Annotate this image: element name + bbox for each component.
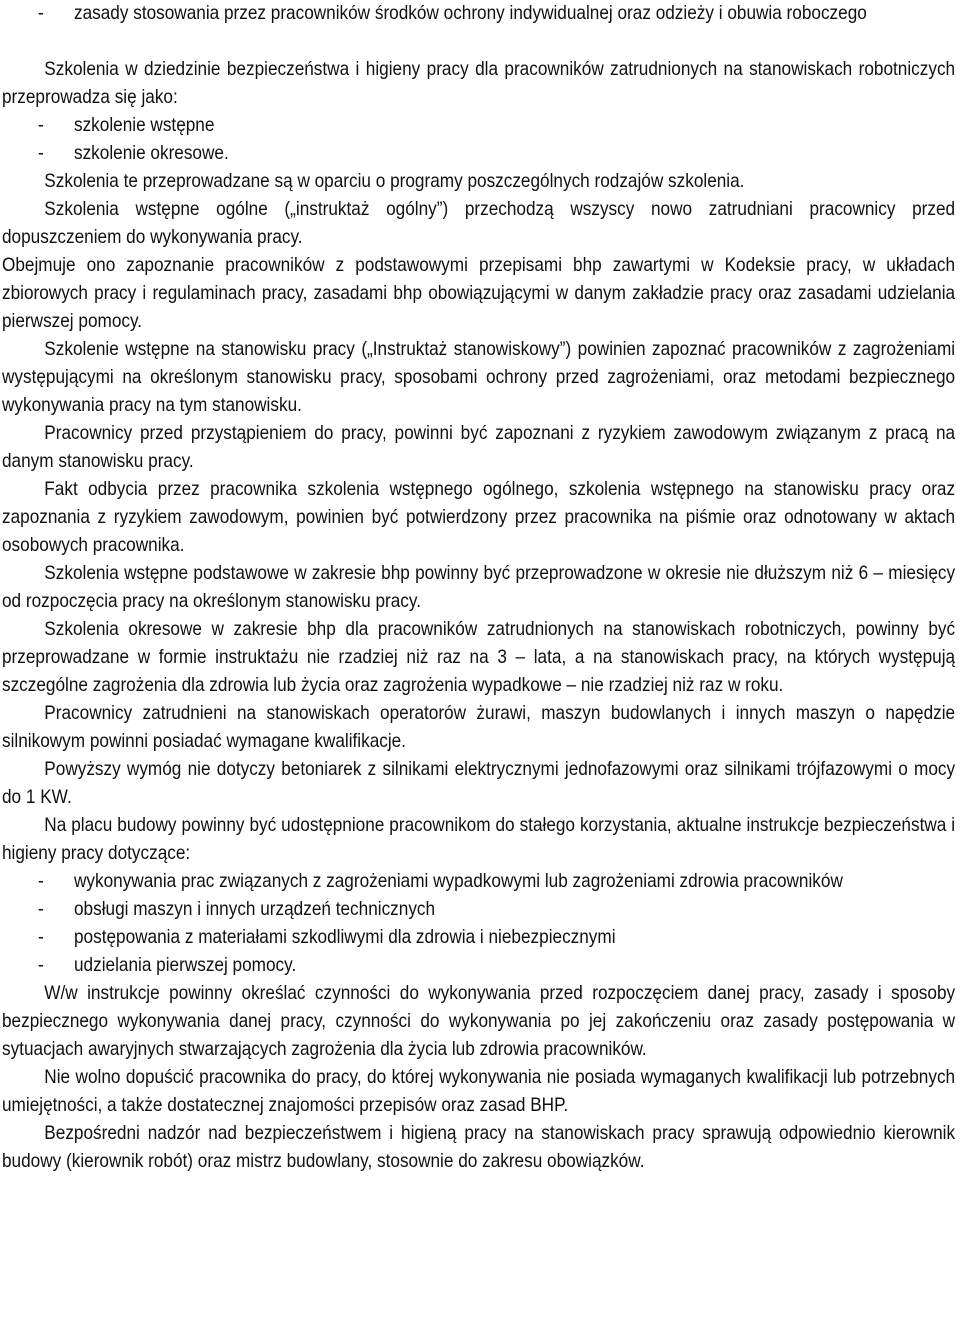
paragraph: Pracownicy przed przystąpieniem do pracy, powinni być zapoznani z ryzykiem zawodowym związanym z pracą na danym stanowisku pracy. — [2, 423, 956, 472]
list-item — [2, 112, 955, 140]
list-dash: - — [38, 955, 44, 976]
paragraph: Powyższy wymóg nie dotyczy betoniarek z silnikami elektrycznymi jednofazowymi oraz silnikami trójfazowymi o mocy do 1 KW. — [2, 759, 956, 808]
list-item — [2, 868, 955, 896]
paragraph: Pracownicy zatrudnieni na stanowiskach operatorów żurawi, maszyn budowlanych i innych maszyn o napędzie silnikowym powinni posiadać wymagane kwalifikacje. — [2, 703, 956, 752]
paragraph: Szkolenia w dziedzinie bezpieczeństwa i higieny pracy dla pracowników zatrudnionych na stanowiskach robotniczych przeprowadza się jako: — [2, 59, 956, 108]
list-item-text: zasady stosowania przez pracowników środków ochrony indywidualnej oraz odzieży i obuwia roboczego — [74, 3, 867, 24]
paragraph: Bezpośredni nadzór nad bezpieczeństwem i higieną pracy na stanowiskach pracy sprawują odpowiednio kierownik budowy (kierownik robót) oraz mistrz budowlany, stosownie do zakresu obowiązków. — [2, 1123, 956, 1172]
list-dash: - — [38, 899, 44, 920]
list-dash: - — [38, 115, 44, 136]
paragraph: Nie wolno dopuścić pracownika do pracy, do której wykonywania nie posiada wymaganych kwalifikacji lub potrzebnych umiejętności, a także dostatecznej znajomości przepisów oraz zasad BHP. — [2, 1067, 956, 1116]
list-dash: - — [38, 927, 44, 948]
list-item-text: udzielania pierwszej pomocy. — [74, 955, 297, 976]
paragraph: Szkolenia te przeprowadzane są w oparciu o programy poszczególnych rodzajów szkolenia. — [44, 171, 745, 192]
list-item-text: obsługi maszyn i innych urządzeń technicznych — [74, 899, 436, 920]
list-item — [2, 952, 955, 980]
list-item — [2, 924, 955, 952]
list-item — [2, 896, 955, 924]
document-page — [2, 0, 955, 1176]
list-item — [2, 0, 955, 28]
paragraph: Szkolenia wstępne ogólne („instruktaż ogólny”) przechodzą wszyscy nowo zatrudniani pracownicy przed dopuszczeniem do wykonywania pracy. — [2, 199, 956, 248]
paragraph: W/w instrukcje powinny określać czynności do wykonywania przed rozpoczęciem danej pracy, zasady i sposoby bezpiecznego wykonywania danej pracy, czynności do wykonywania po jej zakończeniu oraz zasady postępowania w sytuacjach awaryjnych stwarzających zagrożenia dla życia lub zdrowia pracowników. — [2, 983, 956, 1060]
paragraph: Fakt odbycia przez pracownika szkolenia wstępnego ogólnego, szkolenia wstępnego na stanowisku pracy oraz zapoznania z ryzykiem zawodowym, powinien być potwierdzony przez pracownika na piśmie oraz odnotowany w aktach osobowych pracownika. — [2, 479, 956, 556]
list-item-text: szkolenie okresowe. — [74, 143, 229, 164]
list-item-text: wykonywania prac związanych z zagrożeniami wypadkowymi lub zagrożeniami zdrowia pracowników — [74, 871, 843, 892]
list-dash: - — [38, 3, 44, 24]
list-item — [2, 140, 955, 168]
list-dash: - — [38, 871, 44, 892]
list-item-text: szkolenie wstępne — [74, 115, 215, 136]
paragraph: Obejmuje ono zapoznanie pracowników z podstawowymi przepisami bhp zawartymi w Kodeksie pracy, w układach zbiorowych pracy i regulaminach pracy, zasadami bhp obowiązującymi w danym zakładzie pracy oraz zasadami udzielania pierwszej pomocy. — [2, 255, 956, 332]
paragraph: Na placu budowy powinny być udostępnione pracownikom do stałego korzystania, aktualne instrukcje bezpieczeństwa i higieny pracy dotyczące: — [2, 815, 956, 864]
list-item-text: postępowania z materiałami szkodliwymi dla zdrowia i niebezpiecznymi — [74, 927, 616, 948]
paragraph: Szkolenie wstępne na stanowisku pracy („Instruktaż stanowiskowy”) powinien zapoznać pracowników z zagrożeniami występującymi na określonym stanowisku pracy, sposobami ochrony przed zagrożeniami, oraz metodami bezpiecznego wykonywania pracy na tym stanowisku. — [2, 339, 956, 416]
paragraph: Szkolenia okresowe w zakresie bhp dla pracowników zatrudnionych na stanowiskach robotniczych, powinny być przeprowadzane w formie instruktażu nie rzadziej niż raz na 3 – lata, a na stanowiskach pracy, na których występują szczególne zagrożenia dla zdrowia lub życia oraz zagrożenia wypadkowe – nie rzadziej niż raz w roku. — [2, 619, 956, 696]
list-dash: - — [38, 143, 44, 164]
paragraph: Szkolenia wstępne podstawowe w zakresie bhp powinny być przeprowadzone w okresie nie dłuższym niż 6 – miesięcy od rozpoczęcia pracy na określonym stanowisku pracy. — [2, 563, 956, 612]
